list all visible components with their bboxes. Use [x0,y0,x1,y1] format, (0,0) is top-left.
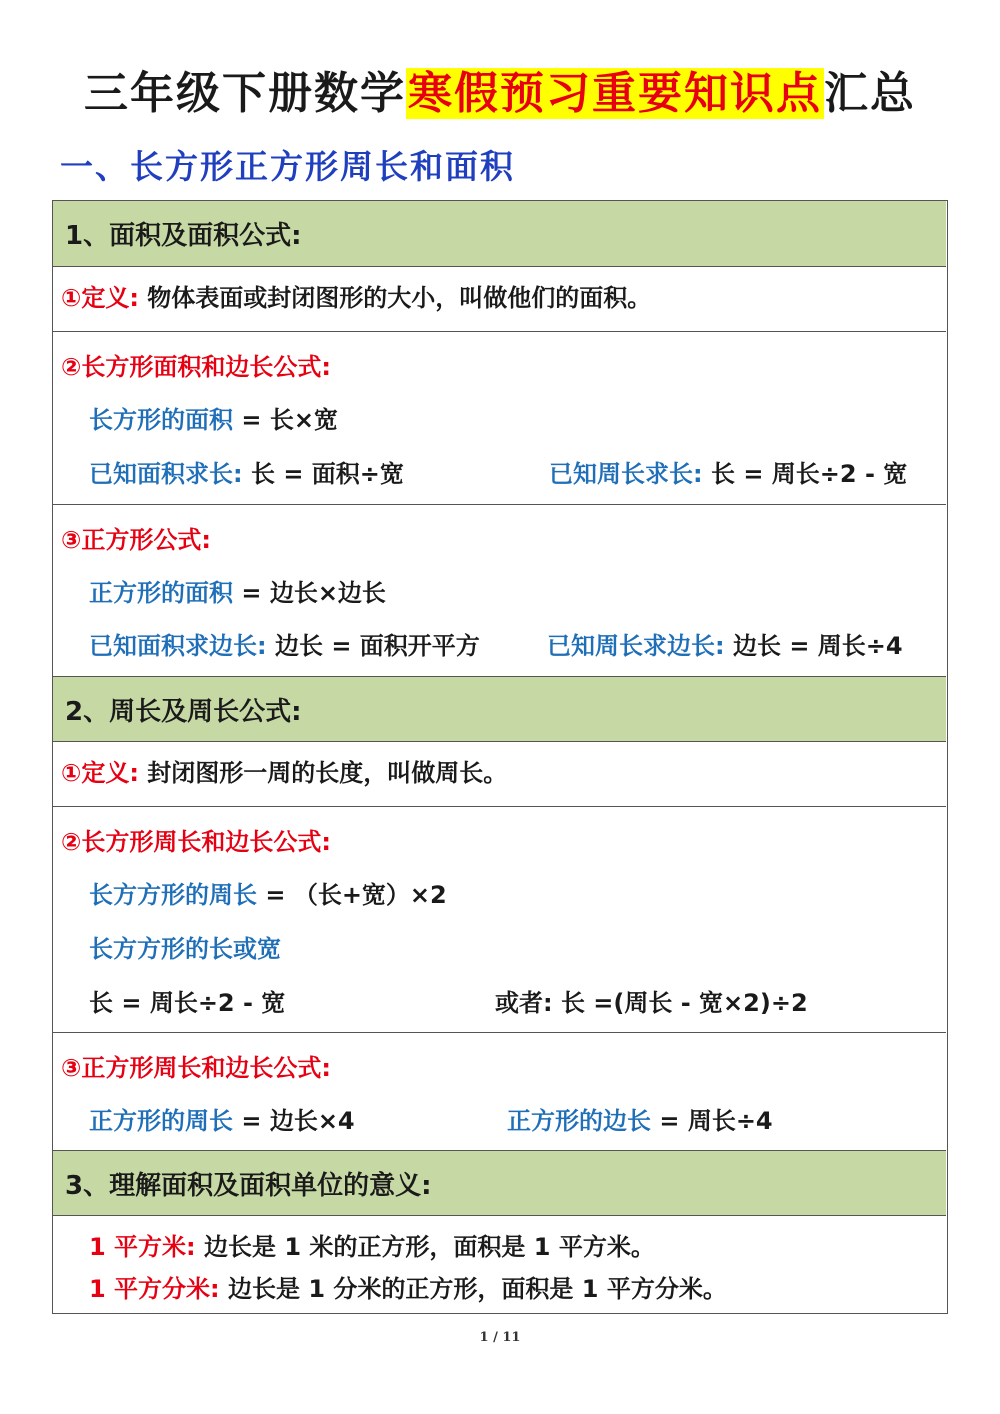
rect-side-title: 长方方形的长或宽 [89,935,281,963]
rect-find-length-value: 长 = 面积÷宽 [250,460,404,488]
perimeter-definition-row [53,741,946,806]
area-definition-label: ①定义: [61,284,139,312]
square-find-side2-label: 已知周长求边长: [547,632,725,660]
rect-alt-formula: 或者: 长 =(周长 - 宽×2)÷2 [495,989,808,1017]
rect-find-length-label: 已知面积求长: [89,460,243,488]
square-area-row [53,504,946,676]
title-prefix: 三年级下册数学 [84,68,406,119]
rect-find-length2-value: 长 = 周长÷2 - 宽 [710,460,908,488]
dm2-label: 1 平方分米: [89,1275,220,1303]
square-perimeter-label: ③正方形周长和边长公式: [61,1054,331,1082]
square-area-formula-value: = 边长×边长 [241,579,386,607]
perimeter-header: 2、周长及周长公式: [53,676,946,741]
page-number: 1 / 11 [479,1330,521,1345]
title-suffix: 汇总 [824,68,916,119]
knowledge-table [52,200,948,1314]
square-find-side-value: 边长 = 面积开平方 [274,632,480,660]
square-perimeter-row [53,1032,946,1150]
units-row [53,1215,946,1312]
rect-find-length2-label: 已知周长求长: [549,460,703,488]
perimeter-definition-text: 封闭图形一周的长度，叫做周长。 [147,759,508,787]
rect-area-row [53,331,946,504]
rect-perimeter-label: ②长方形周长和边长公式: [61,828,331,856]
square-side-name: 正方形的边长 [507,1107,651,1135]
square-find-side-label: 已知面积求边长: [89,632,267,660]
dm2-text: 边长是 1 分米的正方形，面积是 1 平方分米。 [228,1275,727,1303]
rect-area-formula-name: 长方形的面积 [89,406,233,434]
rect-side-formula: 长 = 周长÷2 - 宽 [89,989,286,1017]
square-area-formula-name: 正方形的面积 [89,579,233,607]
square-side-value: = 周长÷4 [659,1107,773,1135]
square-find-side2-value: 边长 = 周长÷4 [732,632,903,660]
rect-perimeter-formula-name: 长方方形的周长 [89,881,257,909]
title-highlight: 寒假预习重要知识点 [408,68,822,119]
m2-label: 1 平方米: [89,1233,196,1261]
area-definition-text: 物体表面或封闭图形的大小，叫做他们的面积。 [147,284,652,312]
rect-perimeter-row [53,806,946,1032]
square-perimeter-formula-value: = 边长×4 [241,1107,355,1135]
square-perimeter-formula-name: 正方形的周长 [89,1107,233,1135]
rect-perimeter-formula-value: = （长+宽）×2 [265,881,447,909]
m2-text: 边长是 1 米的正方形，面积是 1 平方米。 [204,1233,655,1261]
area-definition-row [53,266,946,331]
page-title [0,62,1000,126]
units-header: 3、理解面积及面积单位的意义: [53,1150,946,1215]
rect-area-label: ②长方形面积和边长公式: [61,353,331,381]
rect-area-formula-value: = 长×宽 [241,406,338,434]
section-heading: 一、长方形正方形周长和面积 [60,147,515,186]
square-area-label: ③正方形公式: [61,526,211,554]
perimeter-definition-label: ①定义: [61,759,139,787]
area-header: 1、面积及面积公式: [53,201,946,266]
